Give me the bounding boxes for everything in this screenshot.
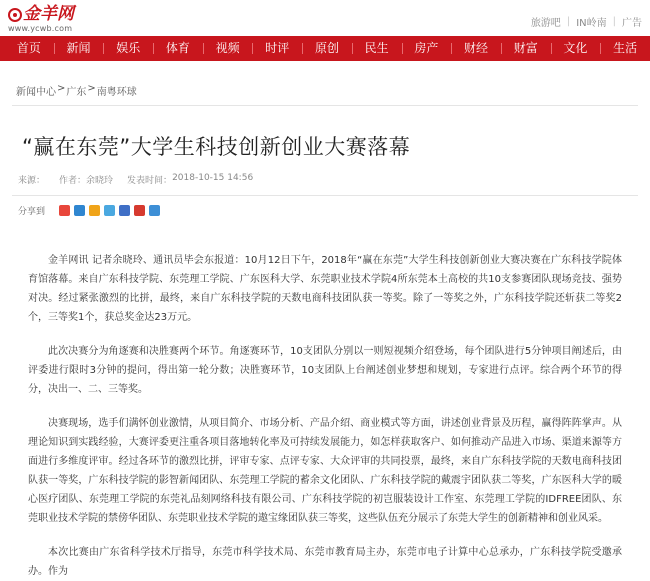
top-link-travel[interactable]: 旅游吧 — [530, 18, 561, 29]
top-bar — [0, 0, 650, 36]
breadcrumb-separator: > — [87, 83, 96, 94]
breadcrumb — [16, 83, 650, 97]
source-label: 来源： — [18, 176, 46, 186]
breadcrumb-south-global[interactable]: 南粤环球 — [96, 87, 137, 98]
nav-item-home[interactable]: 首页 — [16, 41, 41, 55]
article-title: “赢在东莞”大学生科技创新创业大赛落幕 — [22, 135, 411, 159]
qzone-icon[interactable] — [59, 205, 70, 216]
article-paragraph: 决赛现场，选手们满怀创业激情，从项目简介、市场分析、产品介绍、商业模式等方面，讲述创业背景及历程，赢得阵阵掌声。从理论知识到实践经验，大赛评委更注重各项目落地转化率及可持续发展能力，如怎样获取客户、如何推动产品进入市场、渠道来源等方面进行多维度评审。经过各环节的激烈比拼，评审专家、点评专家、大众评审的共同投票，最终，来自广东科技学院的天数电商科技团队获一等奖，广东科技学院的影智新闻团队、东莞理工学院的蓄余文化团队、广东科技学院的戴震宇团队获二等奖，广东医科大学的暖心医疗团队、东莞理工学院的东莞礼品刻网络科技有限公司、广东科技学院的初岂服装设计工作室、东莞理工学院的IDFREE团队、东莞职业技术学院的禁傍华团队、东莞职业技术学院的遨宝缘团队获三等奖，这些队伍充分展示了东莞大学生的创新精神和创业风采。 — [28, 418, 622, 524]
nav-item-property[interactable]: 房产 — [402, 36, 452, 61]
author-label: 作者： — [59, 176, 87, 186]
nav-item-original[interactable]: 原创 — [302, 36, 352, 61]
sina-weibo-icon[interactable] — [119, 205, 130, 216]
nav-item-finance[interactable]: 财经 — [451, 36, 501, 61]
nav-item-commentary[interactable]: 时评 — [252, 36, 302, 61]
douban-icon[interactable] — [134, 205, 145, 216]
qq-icon[interactable] — [104, 205, 115, 216]
top-link-divider: | — [612, 16, 616, 27]
more-share-icon[interactable] — [149, 205, 160, 216]
article-meta — [18, 173, 650, 186]
divider — [12, 105, 638, 106]
top-links — [531, 14, 642, 29]
article-body — [28, 251, 622, 581]
logo-url: www.ycwb.com — [8, 24, 73, 33]
article-paragraph: 本次比赛由广东省科学技术厅指导，东莞市科学技术局、东莞市教育局主办，东莞市电子计算中心总承办，广东科技学院受邀承办。作为 — [28, 547, 622, 577]
nav-item-livelihood[interactable]: 民生 — [352, 36, 402, 61]
share-label: 分享到 — [18, 207, 46, 217]
site-logo[interactable] — [8, 6, 74, 33]
logo-text: 金羊网 — [23, 4, 74, 24]
breadcrumb-news-center[interactable]: 新闻中心 — [16, 87, 56, 98]
top-link-divider: | — [566, 16, 571, 27]
article-paragraph: 金羊网讯 记者余晓玲、通讯员毕会东报道：10月12日下午，2018年“赢在东莞”大学生科技创新创业大赛决赛在广东科技学院体育馆落幕。来自广东科技学院、东莞理工学院、广东医科大学、东莞职业技术学院4所东莞本土高校的共10支参赛团队现场竞技、强势对决。经过紧张激烈的比拼，最终，来自广东科技学院的天数电商科技团队获一等奖。除了一等奖之外，广东科技学院还斩获二等奖2个，三等奖1个，获总奖金达23万元。 — [28, 255, 622, 323]
nav-item-sports[interactable]: 体育 — [153, 36, 203, 61]
top-link-ads[interactable]: 广告 — [622, 18, 642, 29]
breadcrumb-separator: > — [57, 83, 66, 94]
main-nav — [0, 36, 650, 61]
top-link-lingnan[interactable]: IN岭南 — [576, 18, 607, 29]
nav-item-wealth[interactable]: 财富 — [501, 36, 551, 61]
renren-icon[interactable] — [89, 205, 100, 216]
article-paragraph: 此次决赛分为角逐赛和决胜赛两个环节。角逐赛环节，10支团队分别以一则短视频介绍登场，每个团队进行5分钟项目阐述后，由评委进行限时3分钟的提问，得出第一轮分数；决胜赛环节，10支团队上台阐述创业梦想和规划，专家进行点评。综合两个环节的得分，决出一、二、三等奖。 — [28, 346, 622, 395]
logo-mark-icon — [8, 8, 22, 22]
nav-item-culture[interactable]: 文化 — [551, 36, 601, 61]
share-bar — [18, 204, 650, 217]
publish-time-label: 发表时间： — [127, 176, 173, 186]
breadcrumb-guangdong[interactable]: 广东 — [66, 87, 87, 98]
tencent-weibo-icon[interactable] — [74, 205, 85, 216]
nav-item-video[interactable]: 视频 — [203, 36, 253, 61]
nav-item-entertainment[interactable]: 娱乐 — [103, 36, 153, 61]
nav-item-life[interactable]: 生活 — [600, 36, 650, 61]
divider — [12, 195, 638, 196]
author-name: 余晓玲 — [86, 176, 114, 186]
publish-time: 2018-10-15 14:56 — [172, 173, 254, 183]
nav-item-news[interactable]: 新闻 — [54, 36, 104, 61]
